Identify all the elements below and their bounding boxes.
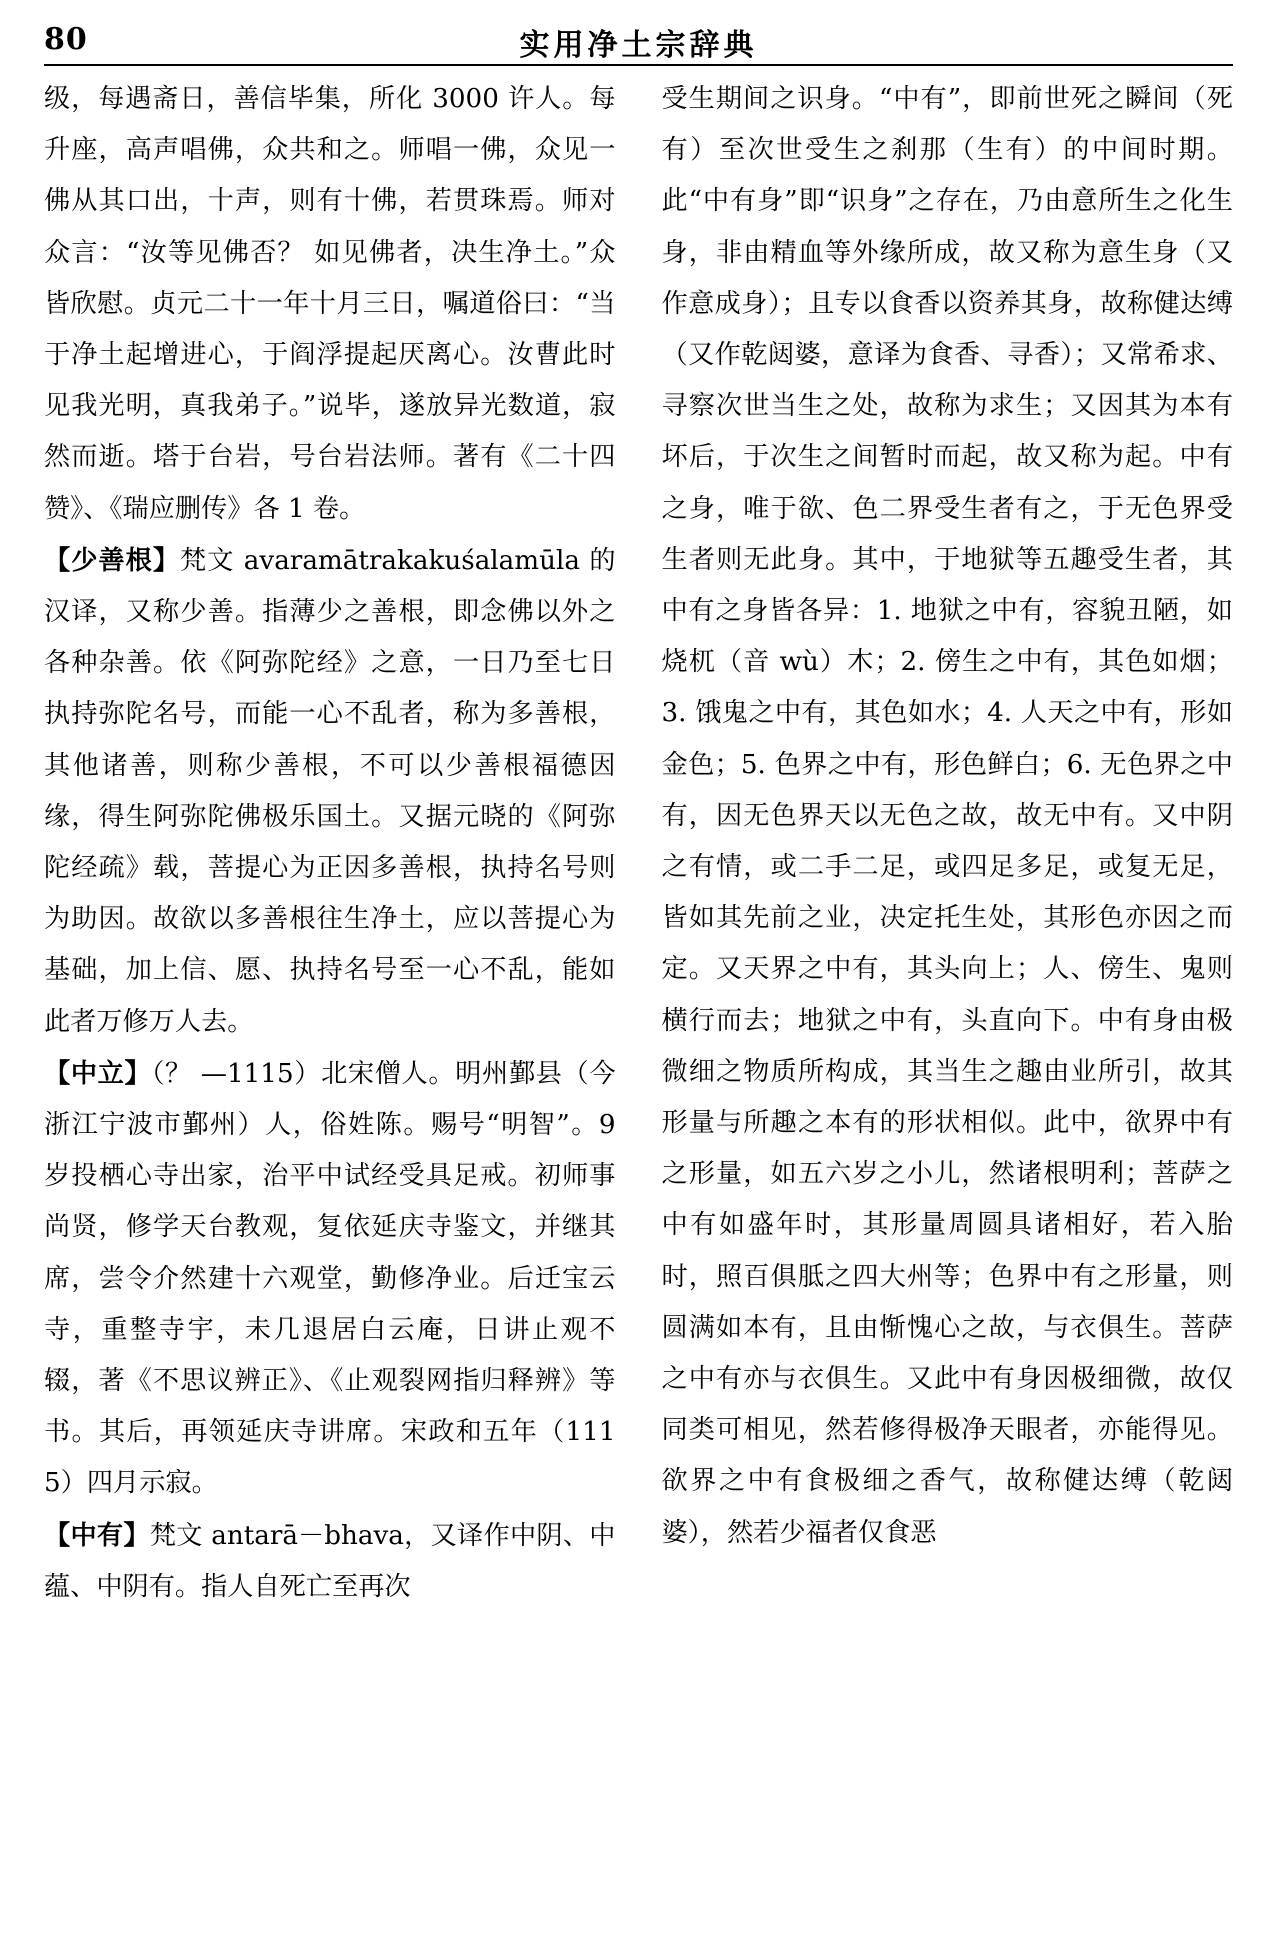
entry-body: 梵文 avaramātrakakuśalamūla 的汉译，又称少善。指薄少之善根，即念佛以外之各种杂善。依《阿弥陀经》之意，一日乃至七日执持弥陀名号，而能一心不乱者，称为多善根，其他诸善，则称少善根，不可以少善根福德因缘，得生阿弥陀佛极乐国土。又据元晓的《阿弥陀经疏》载，菩提心为正因多善根，执持名号则为助因。故欲以多善根往生净土，应以菩提心为基础，加上信、愿、执持名号至一心不乱，能如此者万修万人去。 [44,545,616,1037]
paragraph-continuation [44,74,616,535]
book-title: 实用净土宗辞典 [519,28,758,63]
paragraph-continuation [662,74,1234,1559]
entry-headword: 【中立】 [44,1057,152,1089]
entry-headword: 【中有】 [44,1519,150,1551]
dictionary-entry [44,1048,616,1510]
right-column [662,74,1234,1940]
page-header [44,18,1233,66]
paragraph-text: 级，每遇斋日，善信毕集，所化 3000 许人。每升座，高声唱佛，众共和之。师唱一佛，众见一佛从其口出，十声，则有十佛，若贯珠焉。师对众言：“汝等见佛否？ 如见佛者，决生净土。”众皆欣慰。贞元二十一年十月三日，嘱道俗曰：“当于净土起增进心，于阎浮提起厌离心。汝曹此时见我光明，真我弟子。”说毕，遂放异光数道，寂然而逝。塔于台岩，号台岩法师。著有《二十四赞》、《瑞应删传》各 1 卷。 [44,84,616,524]
entry-body: （？ —1115）北宋僧人。明州鄞县（今浙江宁波市鄞州）人，俗姓陈。赐号“明智”。9 岁投栖心寺出家，治平中试经受具足戒。初师事尚贤，修学天台教观，复依延庆寺鉴文，并继其席，尝令介然建十六观堂，勤修净业。后迁宝云寺，重整寺宇，未几退居白云庵，日讲止观不辍，著《不思议辨正》、《止观裂网指归释辨》等书。其后，再领延庆寺讲席。宋政和五年（1115）四月示寂。 [44,1058,616,1499]
dictionary-entry [44,535,616,1048]
text-columns [44,74,1233,1940]
page-number: 80 [44,22,88,57]
left-column [44,74,616,1940]
entry-body: 梵文 antarā－bhava，又译作中阴、中蕴、中阴有。指人自死亡至再次 [44,1520,616,1602]
entry-headword: 【少善根】 [44,544,181,576]
paragraph-text: 受生期间之识身。“中有”，即前世死之瞬间（死有）至次世受生之刹那（生有）的中间时期。此“中有身”即“识身”之存在，乃由意所生之化生身，非由精血等外缘所成，故又称为意生身（又作意成身）；且专以食香以资养其身，故称健达缚（又作乾闼婆，意译为食香、寻香）；又常希求、寻察次世当生之处，故称为求生；又因其为本有坏后，于次生之间暂时而起，故又称为起。中有之身，唯于欲、色二界受生者有之，于无色界受生者则无此身。其中，于地狱等五趣受生者，其中有之身皆各异：1. 地狱之中有，容貌丑陋，如烧杌（音 wù）木；2. 傍生之中有，其色如烟；3. 饿鬼之中有，其色如水；4. 人天之中有，形如金色；5. 色界之中有，形色鲜白；6. 无色界之中有，因无色界天以无色之故，故无中有。又中阴之有情，或二手二足，或四足多足，或复无足，皆如其先前之业，决定托生处，其形色亦因之而定。又天界之中有，其头向上；人、傍生、鬼则横行而去；地狱之中有，头直向下。中有身由极微细之物质所构成，其当生之趣由业所引，故其形量与所趣之本有的形状相似。此中，欲界中有之形量，如五六岁之小儿，然诸根明利；菩萨之中有如盛年时，其形量周圆具诸相好，若入胎时，照百俱胝之四大州等；色界中有之形量，则圆满如本有，且由惭愧心之故，与衣俱生。菩萨之中有亦与衣俱生。又此中有身因极细微，故仅同类可相见，然若修得极净天眼者，亦能得见。欲界之中有食极细之香气，故称健达缚（乾闼婆），然若少福者仅食恶 [661,84,1233,1548]
dictionary-entry [44,1510,616,1613]
header-divider [44,64,1233,66]
